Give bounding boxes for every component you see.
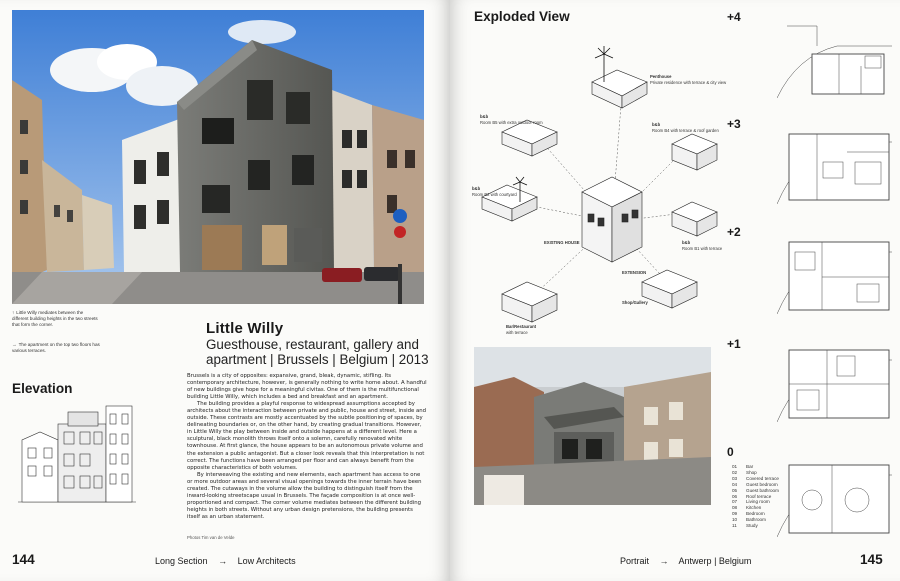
legend-item: 01 Bar [732,464,754,469]
diagram-label: Room B2 with courtyard [472,192,517,197]
footer-author: Low Architects [237,556,296,566]
floor-plan [777,445,892,541]
level-label: 0 [727,445,734,459]
legend-item: 07 Living room [732,499,770,505]
level-label: +2 [727,225,741,239]
floor-plan [777,112,892,208]
paragraph: Brussels is a city of opposites: expansive, grand, bleak, dynamic, stifling. Its contemporary architecture, however, is generally nothing to write home about. A handful of new buildings give hope for a meaningful civitas. One of them is the multifunctional building Little Willy, which includes a bed and breakfast and an apartment. [187,373,427,401]
diagram-label: b&b [652,122,661,127]
arrow-icon: → [218,556,228,566]
level-label: +1 [727,337,741,351]
floor-plan [777,330,892,426]
diagram-label: b&b [480,114,489,119]
diagram-label: Room B4 with terrace & roof garden [652,128,719,133]
legend-item: 09 Bedroom [732,511,765,517]
body-text [187,373,427,521]
paragraph: The building provides a playful response to widespread assumptions accepted by architects about the interaction between private and public, house and street, inside and outside. These contrasts are mostly accentuated by the subtle positioning of spaces, by delineating boundaries or, on the other hand, by creating gradual transitions. However, in Little Willy the play between inside and outside happens at a different level. Here a sculptural, black monolith throws itself onto a solemn, carefully renovated white townhouse. At first glance, the house appears to be an autonomous private volume and the extension a public antagonist. But a closer look reveals that this interpretation is not correct. The functions have been arranged per floor and can always benefit from the opposite characteristics of both volumes. [187,401,427,471]
diagram-label: Bar/Restaurant [506,324,537,329]
left-footer-nav [155,556,296,566]
legend [732,464,779,529]
legend-item: 08 Kitchen [732,505,762,511]
legend-item: 11 Study [732,523,758,529]
level-label: +3 [727,117,741,131]
diagram-label: b&b [472,186,481,191]
elevation-drawing [18,402,136,512]
project-subtitle: Guesthouse, restaurant, gallery and apartment | Brussels | Belgium | 2013 [206,337,429,367]
right-page-number: 145 [860,552,883,567]
arrow-icon: → [659,556,669,566]
paragraph: By interweaving the existing and new elements, each apartment has access to one or more outdoor areas and several visual openings towards the inner terrain have been created. The cutaways in the volume allow the building to distinguish itself from the inward-looking streetscape usual in Brussels. The façade composition is at once well-proportioned and compact. The corner volume mediates between the different building heights in both streets. Without any urban design pretensions, the building presents itself as an urban statement. [187,471,422,520]
hero-photo [12,10,424,304]
right-page [450,0,900,581]
left-page-number: 144 [12,552,35,567]
right-footer-nav [620,556,751,566]
diagram-label: EXISTING HOUSE [544,240,580,245]
diagram-label: with terrace [506,330,528,335]
legend-item: 10 Bathroom [732,517,766,523]
exploded-view-diagram [472,32,732,337]
caption-2: → The apartment on the top two floors has various terraces. [12,342,100,353]
floor-plan [777,222,892,318]
diagram-label: Penthouse [650,74,672,79]
photo-credit: Photos Tim van de Velde [187,535,235,540]
diagram-label: Private residence with terrace & city view [650,80,727,85]
footer-section: Long Section [155,556,208,566]
diagram-label: b&b [682,240,691,245]
rooftop-photo [474,347,711,505]
level-label: +4 [727,10,741,24]
diagram-label: Room B5 with extra outdoor room [480,120,543,125]
project-title: Little Willy [206,320,284,337]
legend-item: 03 Covered terrace [732,475,779,481]
floor-plan [777,6,892,102]
exploded-view-heading: Exploded View [474,9,570,24]
footer-genre: Portrait [620,556,650,566]
legend-item: 06 Roof terrace [732,493,772,499]
footer-location: Antwerp | Belgium [678,556,752,566]
caption-1: ↑ Little Willy mediates between the different building heights in the two streets that form the corner. [12,310,98,327]
legend-item: 05 Guest bathroom [732,487,779,493]
diagram-label: Shop/Gallery [622,300,648,305]
diagram-label: Room B1 with terrace [682,246,723,251]
elevation-heading: Elevation [12,381,73,396]
legend-item: 02 Shop [732,469,757,475]
diagram-label: EXTENSION [622,270,647,275]
legend-item: 04 Guest bedroom [732,481,778,487]
